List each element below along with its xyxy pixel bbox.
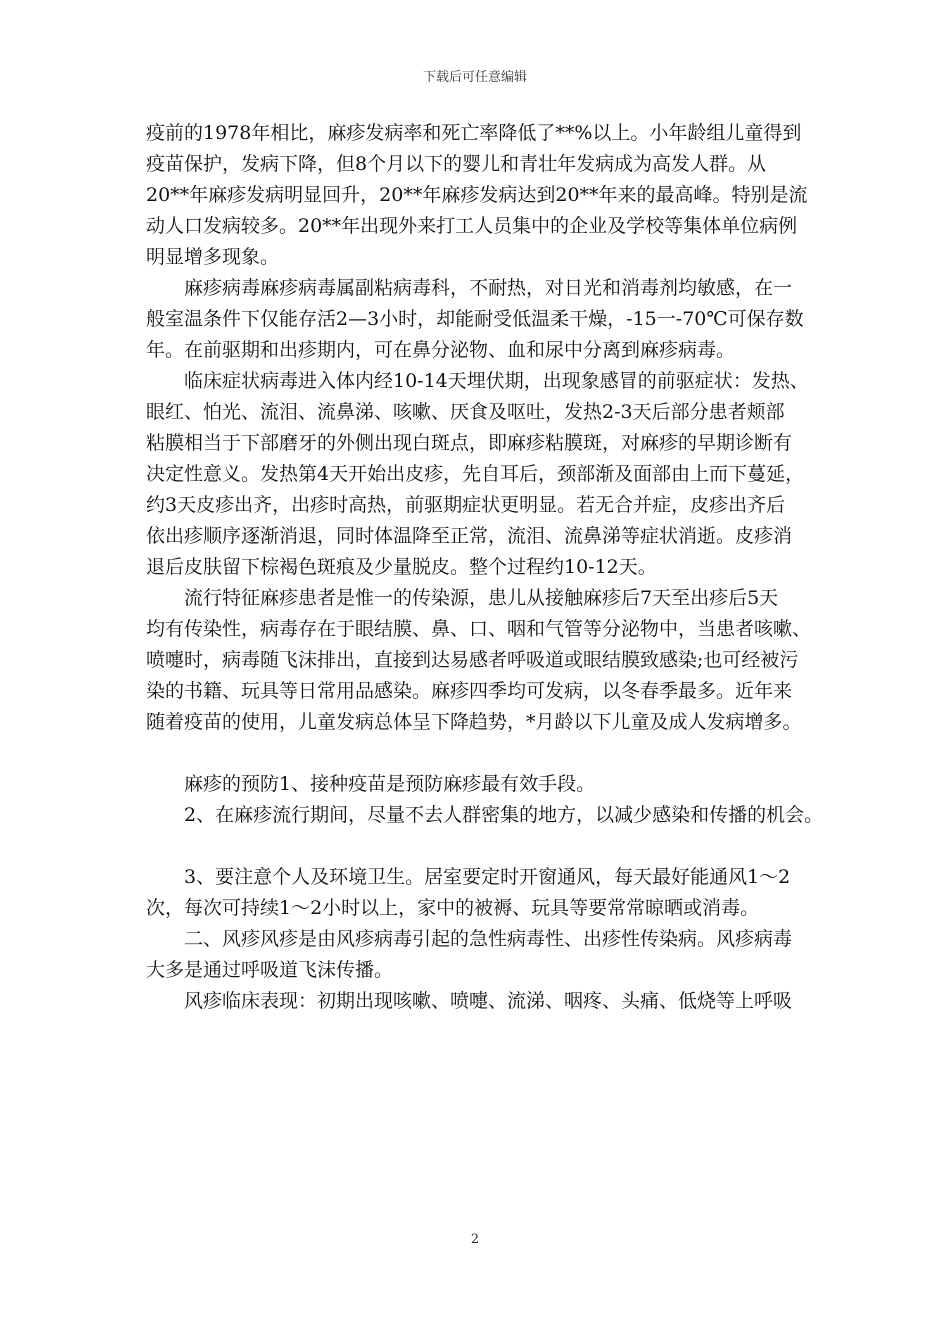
- text-line: 眼红、怕光、流泪、流鼻涕、咳嗽、厌食及呕吐，发热2-3天后部分患者颊部: [146, 401, 785, 423]
- text-line: 年。在前驱期和出疹期内，可在鼻分泌物、血和尿中分离到麻疹病毒。: [146, 339, 736, 361]
- document-body: [146, 118, 824, 1017]
- text-line: 二、风疹风疹是由风疹病毒引起的急性病毒性、出疹性传染病。风疹病毒: [146, 928, 793, 950]
- text-line: 均有传染性，病毒存在于眼结膜、鼻、口、咽和气管等分泌物中，当患者咳嗽、: [146, 618, 812, 640]
- text-line: 依出疹顺序逐渐消退，同时体温降至正常，流泪、流鼻涕等症状消逝。皮疹消: [146, 525, 793, 547]
- text-line: 次，每次可持续1～2小时以上，家中的被褥、玩具等要常常晾晒或消毒。: [146, 897, 760, 919]
- text-line: 般室温条件下仅能存活2—3小时，却能耐受低温柔干燥，-15一-70℃可保存数: [146, 308, 804, 330]
- text-line: 3、要注意个人及环境卫生。居室要定时开窗通风，每天最好能通风1～2: [146, 866, 791, 888]
- text-line: 决定性意义。发热第4天开始出皮疹，先自耳后，颈部渐及面部由上而下蔓延，: [146, 463, 805, 485]
- text-line: 疫苗保护，发病下降，但8个月以下的婴儿和青壮年发病成为高发人群。从: [146, 153, 767, 175]
- text-line: 随着疫苗的使用，儿童发病总体呈下降趋势，*月龄以下儿童及成人发病增多。: [146, 711, 802, 733]
- text-line: 临床症状病毒进入体内经10-14天埋伏期，出现象感冒的前驱症状：发热、: [146, 370, 809, 392]
- blank-line: [146, 738, 816, 769]
- text-line: 动人口发病较多。20**年出现外来打工人员集中的企业及学校等集体单位病例: [146, 215, 798, 237]
- text-line: 疫前的1978年相比，麻疹发病率和死亡率降低了**%以上。小年龄组儿童得到: [146, 122, 802, 144]
- text-line: 约3天皮疹出齐，出疹时高热，前驱期症状更明显。若无合并症，皮疹出齐后: [146, 494, 786, 516]
- text-line: 喷嚏时，病毒随飞沫排出，直接到达易感者呼吸道或眼结膜致感染;也可经被污: [146, 649, 799, 671]
- text-line: 明显增多现象。: [146, 246, 280, 268]
- text-line: 麻疹的预防1、接种疫苗是预防麻疹最有效手段。: [146, 773, 596, 795]
- text-line: 退后皮肤留下棕褐色斑痕及少量脱皮。整个过程约10-12天。: [146, 556, 657, 578]
- text-line: 染的书籍、玩具等日常用品感染。麻疹四季均可发病，以冬春季最多。近年来: [146, 680, 793, 702]
- blank-line: [146, 831, 816, 862]
- page-header: 下载后可任意编辑: [422, 70, 527, 85]
- text-line: 粘膜相当于下部磨牙的外侧出现白斑点，即麻疹粘膜斑，对麻疹的早期诊断有: [146, 432, 793, 454]
- text-line: 2、在麻疹流行期间，尽量不去人群密集的地方，以减少感染和传播的机会。: [146, 804, 824, 826]
- text-line: 麻疹病毒麻疹病毒属副粘病毒科，不耐热，对日光和消毒剂均敏感，在一: [146, 277, 793, 299]
- text-line: 20**年麻疹发病明显回升，20**年麻疹发病达到20**年来的最高峰。特别是流: [146, 184, 808, 206]
- page-number: 2: [470, 1232, 480, 1247]
- text-line: 流行特征麻疹患者是惟一的传染源，患儿从接触麻疹后7天至出疹后5天: [146, 587, 779, 609]
- text-line: 大多是通过呼吸道飞沫传播。: [146, 959, 394, 981]
- text-line: 风疹临床表现：初期出现咳嗽、喷嚏、流涕、咽疼、头痛、低烧等上呼吸: [146, 990, 793, 1012]
